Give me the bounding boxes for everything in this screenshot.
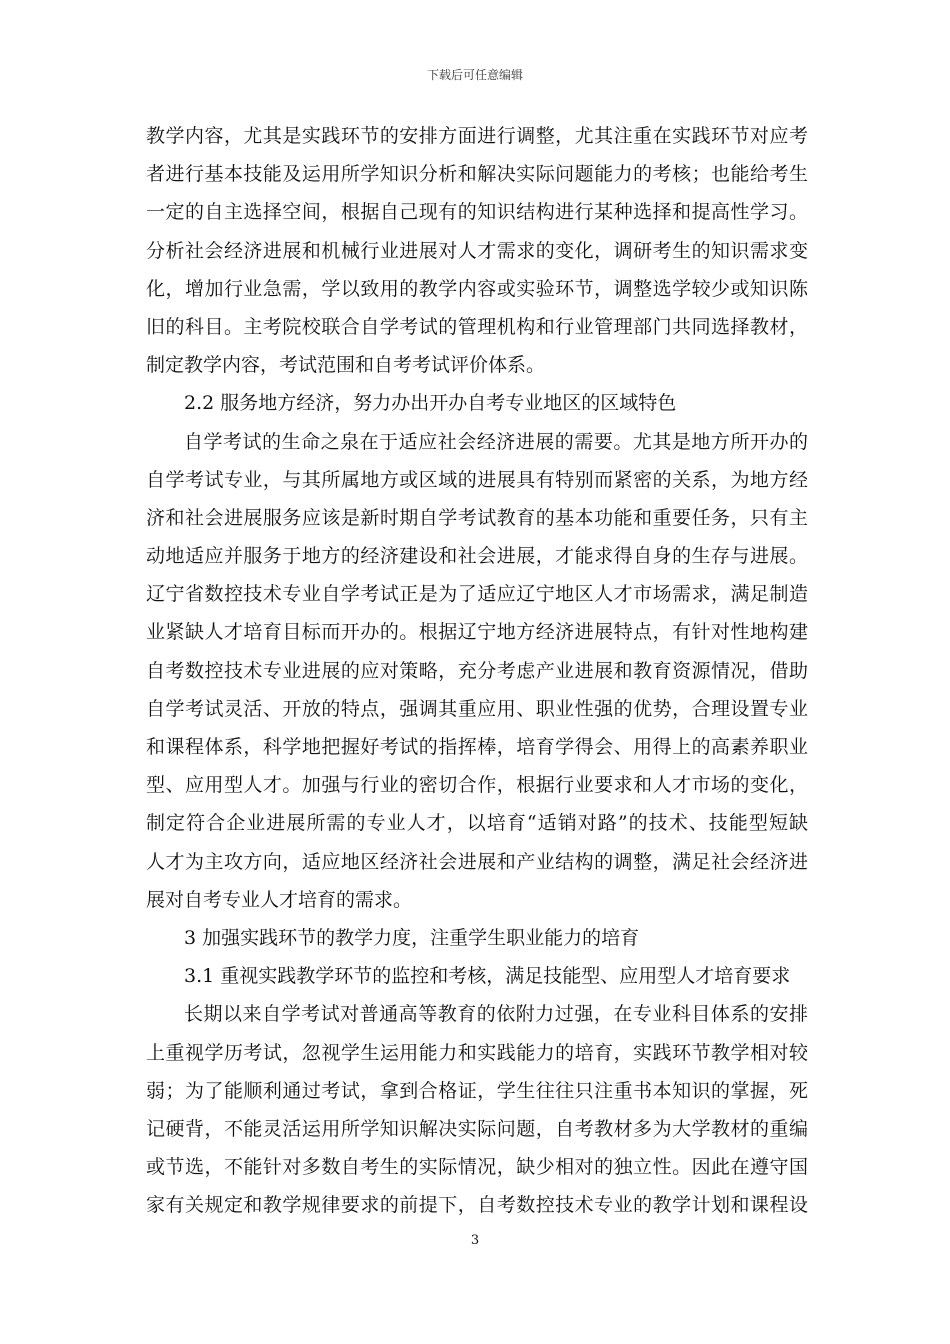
text-line: 长期以来自学考试对普通高等教育的依附力过强，在专业科目体系的安排 [184, 1003, 808, 1026]
text-line: 上重视学历考试，忽视学生运用能力和实践能力的培育，实践环节教学相对较 [146, 1041, 808, 1064]
text-line: 自学考试专业，与其所属地方或区域的进展具有特别而紧密的关系，为地方经 [146, 468, 808, 491]
page-header: 下载后可任意编辑 [426, 68, 523, 82]
text-line: 制定教学内容，考试范围和自考考试评价体系。 [146, 354, 546, 377]
text-line: 动地适应并服务于地方的经济建设和社会进展，才能求得自身的生存与进展。 [146, 545, 808, 568]
text-line: 旧的科目。主考院校联合自学考试的管理机构和行业管理部门共同选择教材， [146, 315, 808, 338]
text-line: 辽宁省数控技术专业自学考试正是为了适应辽宁地区人才市场需求，满足制造 [146, 583, 808, 606]
text-line: 人才为主攻方向，适应地区经济社会进展和产业结构的调整，满足社会经济进 [146, 850, 808, 873]
section-heading: 3.1 重视实践教学环节的监控和考核，满足技能型、应用型人才培育要求 [184, 965, 791, 988]
text-line: 或节选，不能针对多数自考生的实际情况，缺少相对的独立性。因此在遵守国 [146, 1156, 808, 1179]
text-line: 家有关规定和教学规律要求的前提下，自考数控技术专业的教学计划和课程设 [146, 1194, 808, 1217]
text-line: 展对自考专业人才培育的需求。 [146, 888, 413, 911]
section-heading: 2.2 服务地方经济，努力办出开办自考专业地区的区域特色 [184, 392, 677, 415]
text-line: 和课程体系，科学地把握好考试的指挥棒，培育学得会、用得上的高素养职业 [146, 736, 808, 758]
text-line: 化，增加行业急需，学以致用的教学内容或实验环节，调整选学较少或知识陈 [146, 277, 808, 300]
body-text [146, 117, 808, 1224]
text-line: 业紧缺人才培育目标而开办的。根据辽宁地方经济进展特点，有针对性地构建 [146, 621, 808, 644]
text-line: 济和社会进展服务应该是新时期自学考试教育的基本功能和重要任务，只有主 [146, 506, 808, 529]
text-line: 自学考试的生命之泉在于适应社会经济进展的需要。尤其是地方所开办的 [184, 430, 808, 453]
text-line: 自学考试灵活、开放的特点，强调其重应用、职业性强的优势，合理设置专业 [146, 697, 808, 720]
text-line: 者进行基本技能及运用所学知识分析和解决实际问题能力的考核；也能给考生 [146, 163, 808, 186]
text-line: 自考数控技术专业进展的应对策略，充分考虑产业进展和教育资源情况，借助 [146, 659, 808, 682]
text-line: 记硬背，不能灵活运用所学知识解决实际问题，自考教材多为大学教材的重编 [146, 1117, 808, 1140]
text-line: 型、应用型人才。加强与行业的密切合作，根据行业要求和人才市场的变化， [146, 774, 808, 797]
text-line: 弱；为了能顺利通过考试，拿到合格证，学生往往只注重书本知识的掌握，死 [146, 1079, 808, 1102]
text-line: 一定的自主选择空间，根据自己现有的知识结构进行某种选择和提高性学习。 [146, 201, 808, 224]
text-line: 分析社会经济进展和机械行业进展对人才需求的变化，调研考生的知识需求变 [146, 239, 808, 262]
text-line: 教学内容，尤其是实践环节的安排方面进行调整，尤其注重在实践环节对应考 [146, 125, 808, 147]
section-heading: 3 加强实践环节的教学力度，注重学生职业能力的培育 [184, 926, 640, 949]
page-number: 3 [470, 1233, 480, 1248]
text-line: 制定符合企业进展所需的专业人才，以培育“适销对路”的技术、技能型短缺 [146, 812, 808, 835]
